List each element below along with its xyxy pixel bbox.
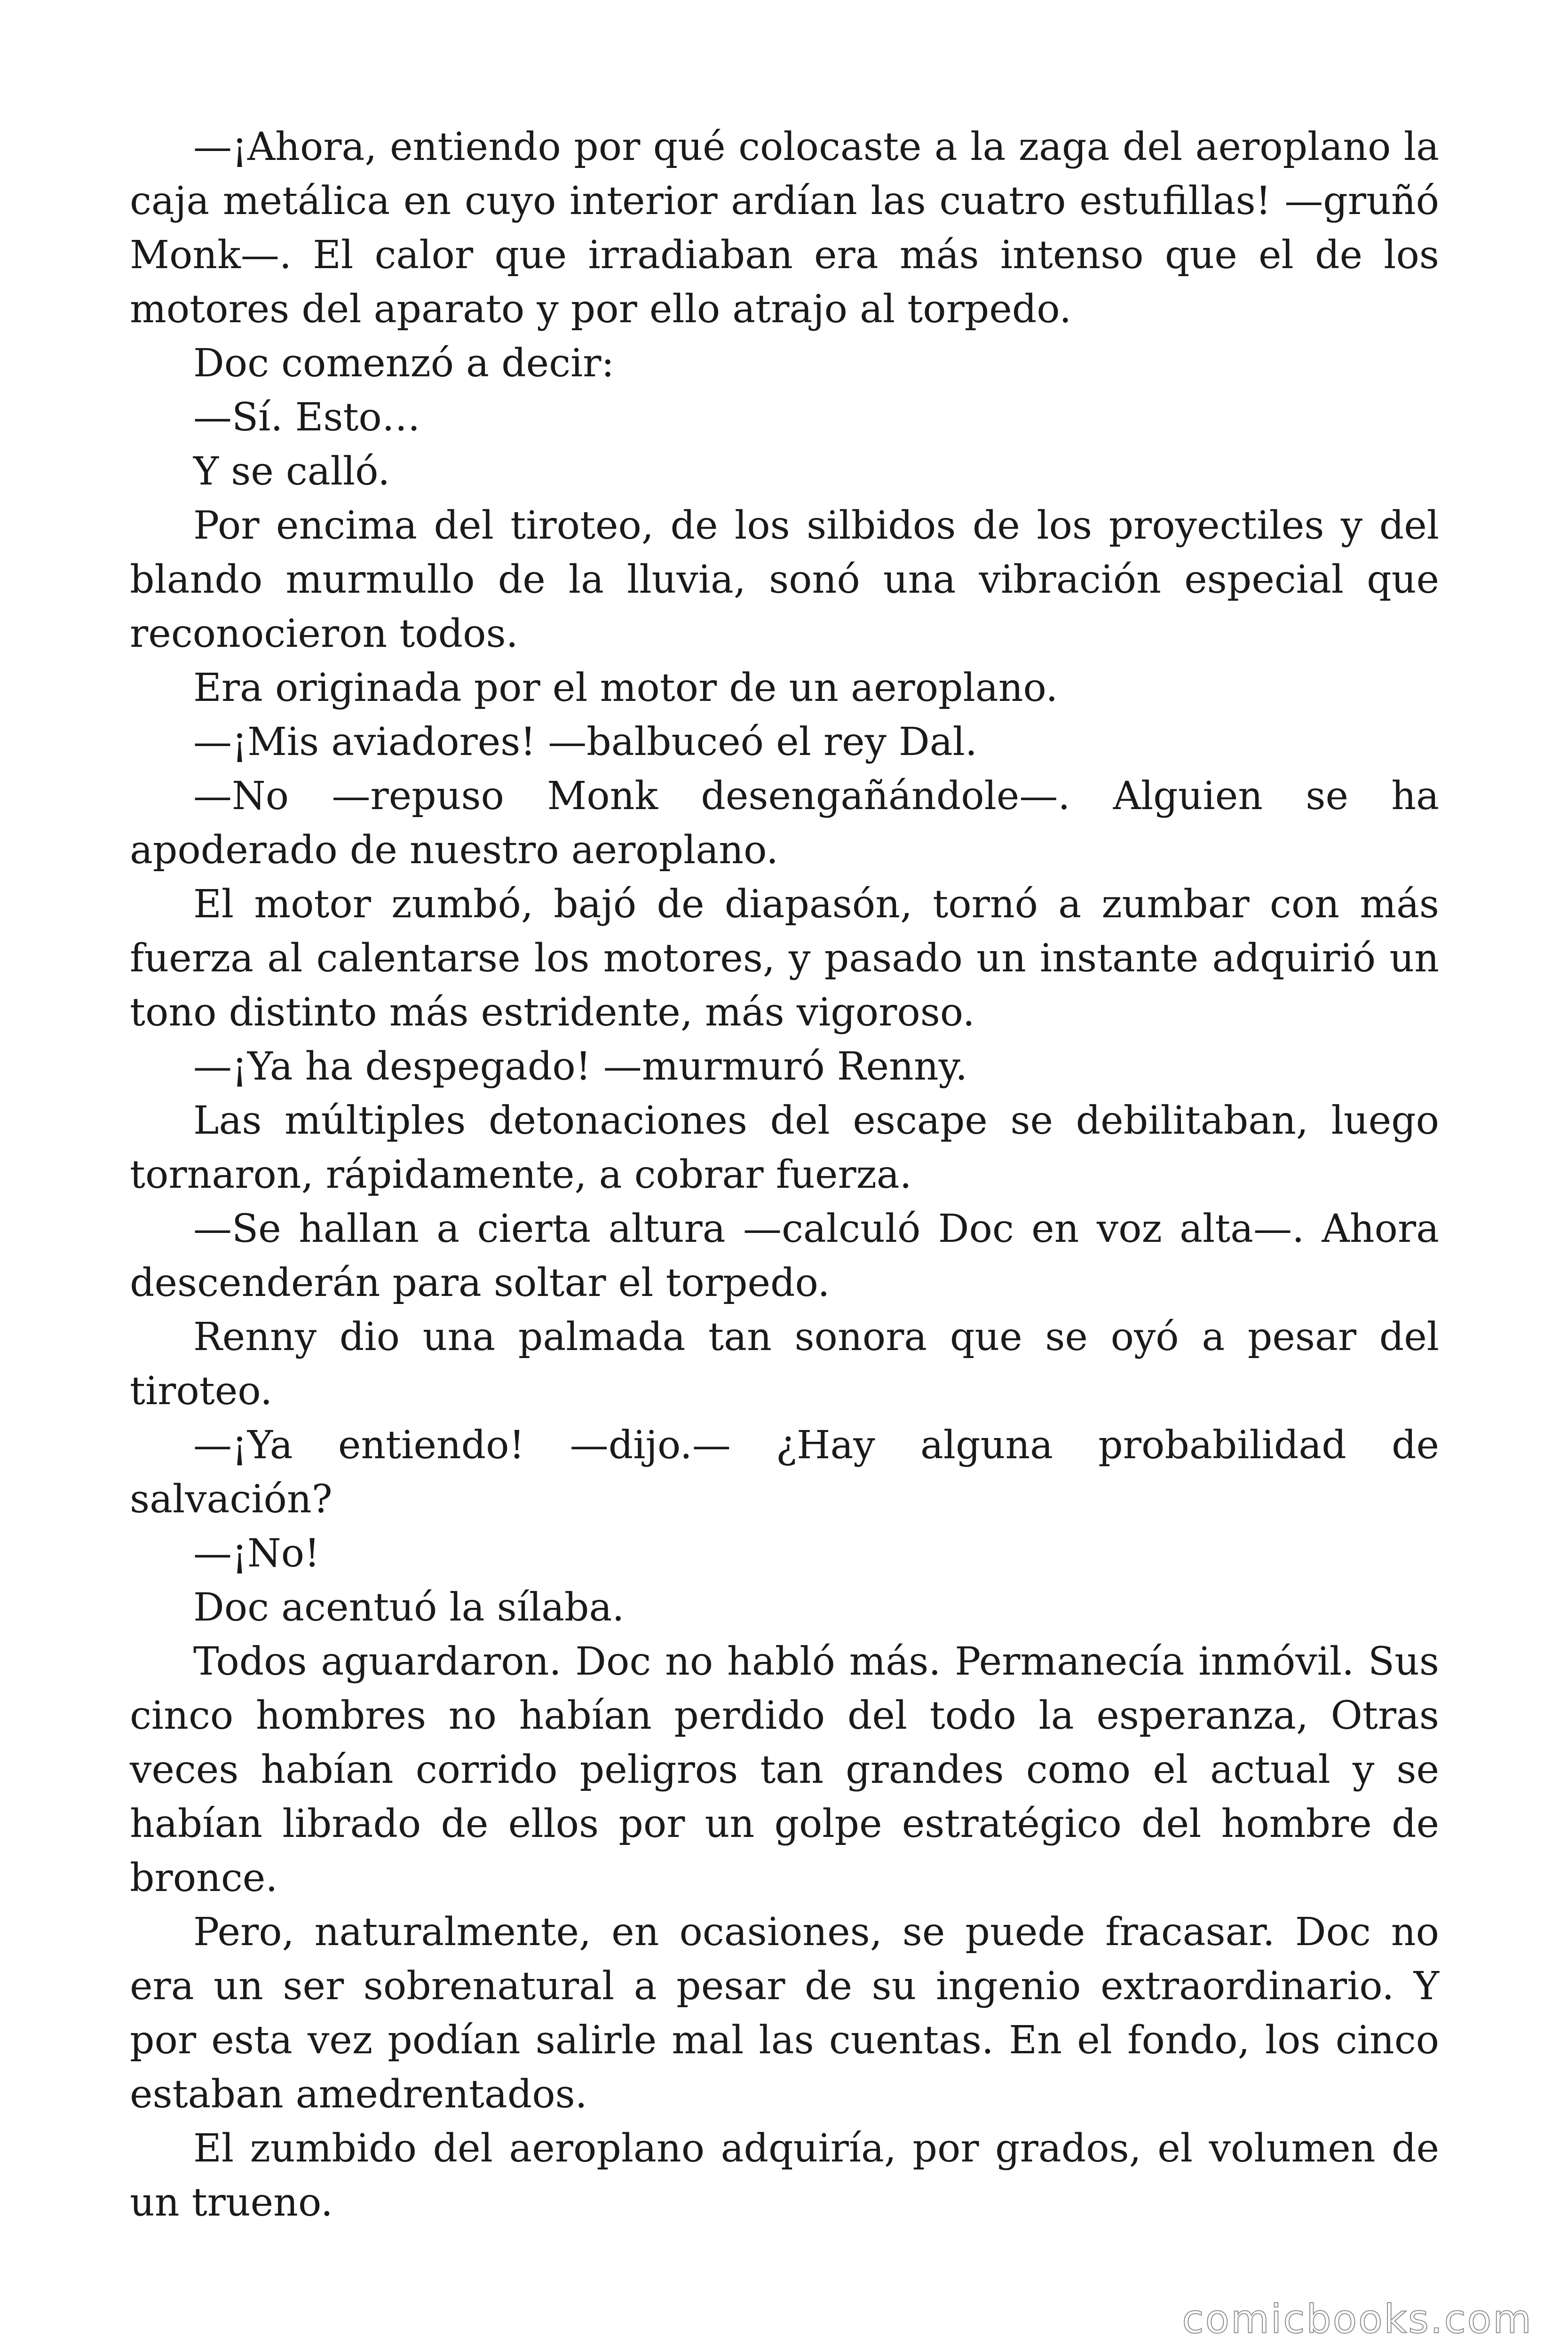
watermark: comicbooks.com: [1182, 2296, 1533, 2342]
paragraph: —No —repuso Monk desengañándole—. Alguien se ha apoderado de nuestro aeroplano.: [130, 774, 1439, 873]
paragraph: Todos aguardaron. Doc no habló más. Permanecía inmóvil. Sus cinco hombres no habían perdido del todo la esperanza, Otras veces habían corrido peligros tan grandes como el actual y se habían librado de ellos por un golpe estratégico del hombre de bronce.: [130, 1639, 1439, 1900]
paragraph: —Sí. Esto…: [193, 395, 420, 440]
paragraph: Doc comenzó a decir:: [193, 341, 615, 386]
page-text: [130, 120, 1439, 2230]
paragraph: El zumbido del aeroplano adquiría, por grados, el volumen de un trueno.: [130, 2126, 1439, 2225]
paragraph: Las múltiples detonaciones del escape se debilitaban, luego tornaron, rápidamente, a cobrar fuerza.: [130, 1098, 1439, 1197]
paragraph: Era originada por el motor de un aeroplano.: [193, 666, 1058, 710]
paragraph: Y se calló.: [193, 449, 390, 494]
paragraph: El motor zumbó, bajó de diapasón, tornó a zumbar con más fuerza al calentarse los motores, y pasado un instante adquirió un tono distinto más estridente, más vigoroso.: [130, 882, 1439, 1035]
paragraph: Pero, naturalmente, en ocasiones, se puede fracasar. Doc no era un ser sobrenatural a pesar de su ingenio extraordinario. Y por esta vez podían salirle mal las cuentas. En el fondo, los cinco estaban amedrentados.: [130, 1910, 1439, 2117]
paragraph: —Se hallan a cierta altura —calculó Doc en voz alta—. Ahora descenderán para soltar el torpedo.: [130, 1207, 1439, 1305]
paragraph: Renny dio una palmada tan sonora que se oyó a pesar del tiroteo.: [130, 1315, 1439, 1414]
paragraph: Por encima del tiroteo, de los silbidos de los proyectiles y del blando murmullo de la lluvia, sonó una vibración especial que reconocieron todos.: [130, 503, 1439, 656]
paragraph: —¡Ya ha despegado! —murmuró Renny.: [193, 1044, 968, 1089]
paragraph: —¡Ya entiendo! —dijo.— ¿Hay alguna probabilidad de salvación?: [130, 1423, 1439, 1522]
paragraph: Doc acentuó la sílaba.: [193, 1585, 625, 1630]
paragraph: —¡Mis aviadores! —balbuceó el rey Dal.: [193, 720, 977, 764]
paragraph: —¡Ahora, entiendo por qué colocaste a la zaga del aeroplano la caja metálica en cuyo interior ardían las cuatro estufillas! —gruñó Monk—. El calor que irradiaban era más intenso que el de los motores del aparato y por ello atrajo al torpedo.: [130, 125, 1439, 332]
paragraph: —¡No!: [193, 1531, 320, 1576]
